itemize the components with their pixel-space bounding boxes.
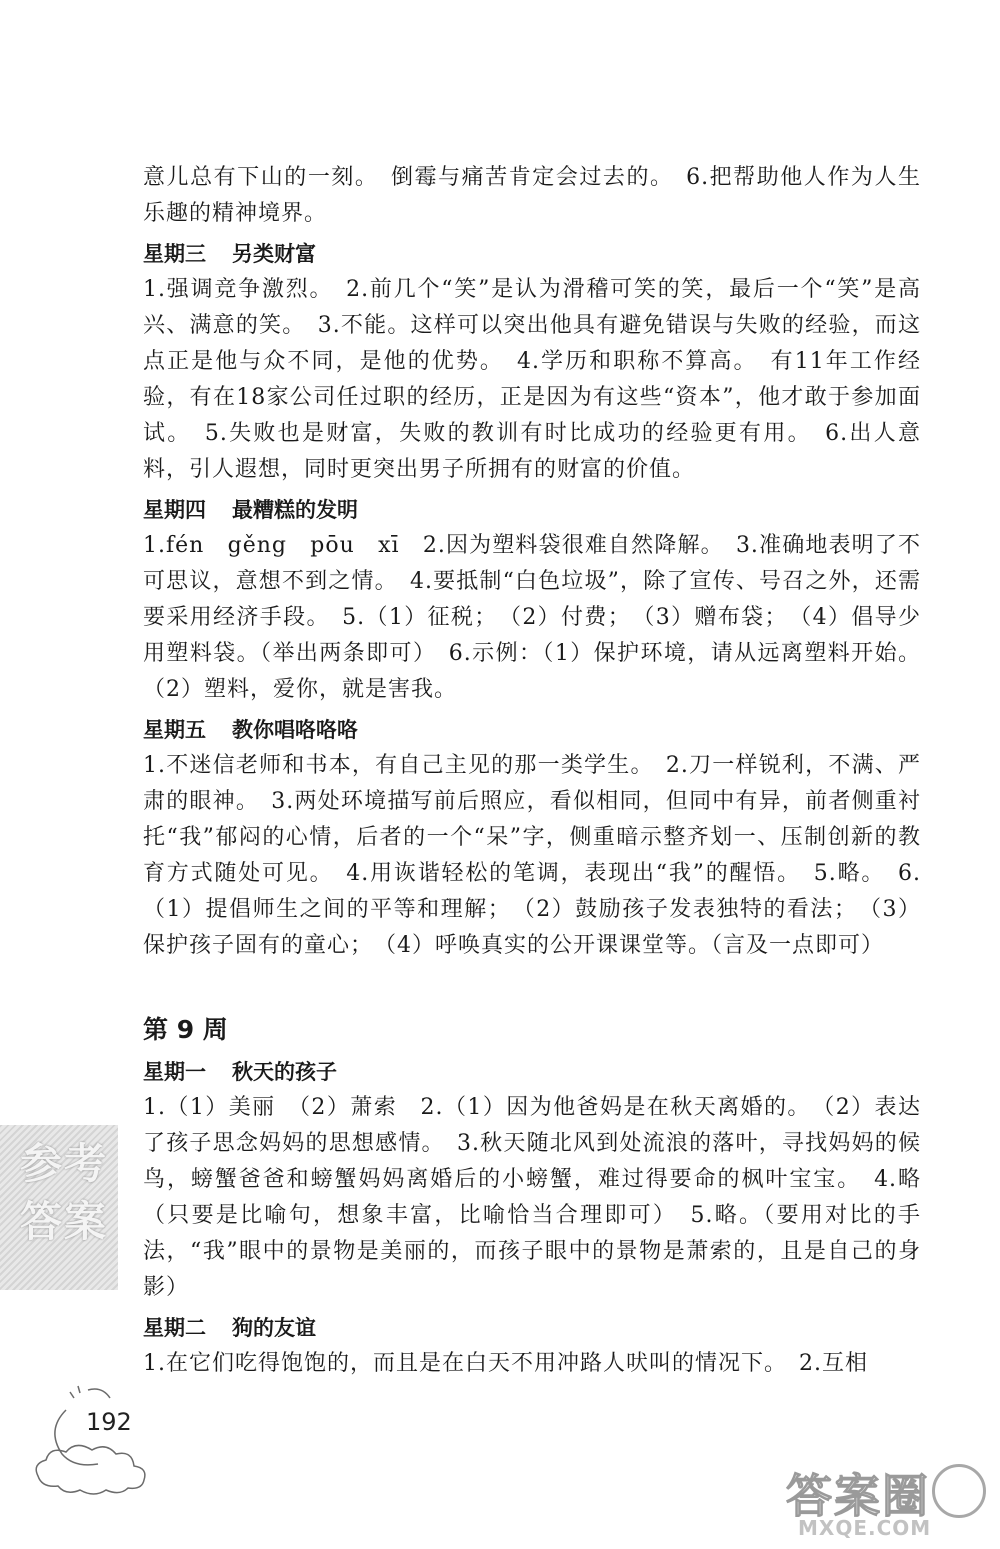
watermark-url: MXQE.COM: [798, 1516, 932, 1540]
section-answer-thursday: 1.fén gěng pōu xī 2.因为塑料袋很难自然降解。 3.准确地表明了不可思议，意想不到之情。 4.要抵制“白色垃圾”，除了宣传、号召之外，还需要采用经济手段。 5.（1）征税； （2）付费； （3）赠布袋； （4）倡导少用塑料袋。（举出两条即可） 6.示例：（1）保护环境，请从远离塑料开始。（2）塑料，爱你，就是害我。: [143, 533, 921, 702]
section-heading-monday: [143, 1054, 921, 1090]
week-title: 第 9 周: [143, 1015, 228, 1044]
section-title: 教你唱咯咯咯: [232, 718, 358, 742]
section-day: 星期三: [143, 242, 206, 266]
section-day: 星期四: [143, 498, 206, 522]
section-title: 狗的友谊: [232, 1316, 316, 1340]
watermark: [786, 1460, 992, 1544]
paragraph-continued: 意儿总有下山的一刻。 倒霉与痛苦肯定会过去的。 6.把帮助他人作为人生乐趣的精神境界。: [143, 165, 921, 226]
section-answer-wednesday: 1.强调竞争激烈。 2.前几个“笑”是认为滑稽可笑的笑，最后一个“笑”是高兴、满意的笑。 3.不能。这样可以突出他具有避免错误与失败的经验，而这点正是他与众不同，是他的优势。 4.学历和职称不算高。 有11年工作经验，有在18家公司任过职的经历，正是因为有这些“资本”，他才敢于参加面试。 5.失败也是财富，失败的教训有时比成功的经验更有用。 6.出人意料，引人遐想，同时更突出男子所拥有的财富的价值。: [143, 277, 921, 482]
section-title: 另类财富: [232, 242, 316, 266]
watermark-title: 答案圈: [786, 1469, 930, 1523]
page-content: [143, 160, 921, 1382]
section-answer-friday: 1.不迷信老师和书本，有自己主见的那一类学生。 2.刀一样锐利，不满、严肃的眼神。 3.两处环境描写前后照应，看似相同，但同中有异，前者侧重衬托“我”郁闷的心情，后者的一个“呆”字，侧重暗示整齐划一、压制创新的教育方式随处可见。 4.用诙谐轻松的笔调，表现出“我”的醒悟。 5.略。 6.（1）提倡师生之间的平等和理解； （2）鼓励孩子发表独特的看法； （3）保护孩子固有的童心； （4）呼唤真实的公开课课堂等。（言及一点即可）: [143, 753, 921, 958]
section-day: 星期一: [143, 1060, 206, 1084]
section-title: 秋天的孩子: [232, 1060, 337, 1084]
page-number: 192: [86, 1408, 132, 1436]
section-heading-thursday: [143, 492, 921, 528]
section-answer-tuesday: 1.在它们吃得饱饱的，而且是在白天不用冲路人吠叫的情况下。 2.互相: [143, 1351, 868, 1376]
section-answer-monday: 1.（1）美丽 （2）萧索 2.（1）因为他爸妈是在秋天离婚的。 （2）表达了孩子思念妈妈的思想感情。 3.秋天随北风到处流浪的落叶，寻找妈妈的候鸟，螃蟹爸爸和螃蟹妈妈离婚后的小螃蟹，难过得要命的枫叶宝宝。 4.略（只要是比喻句，想象丰富，比喻恰当合理即可） 5.略。（要用对比的手法，“我”眼中的景物是美丽的，而孩子眼中的景物是萧索的，且是自己的身影）: [143, 1095, 921, 1300]
section-day: 星期二: [143, 1316, 206, 1340]
watermark-seal-icon: [932, 1464, 986, 1518]
section-heading-tuesday: [143, 1310, 921, 1346]
cloud-decoration-icon: [28, 1380, 168, 1495]
section-day: 星期五: [143, 718, 206, 742]
section-title: 最糟糕的发明: [232, 498, 358, 522]
section-heading-friday: [143, 712, 921, 748]
side-tab-label: 参考答案: [20, 1139, 109, 1246]
section-heading-wednesday: [143, 236, 921, 272]
